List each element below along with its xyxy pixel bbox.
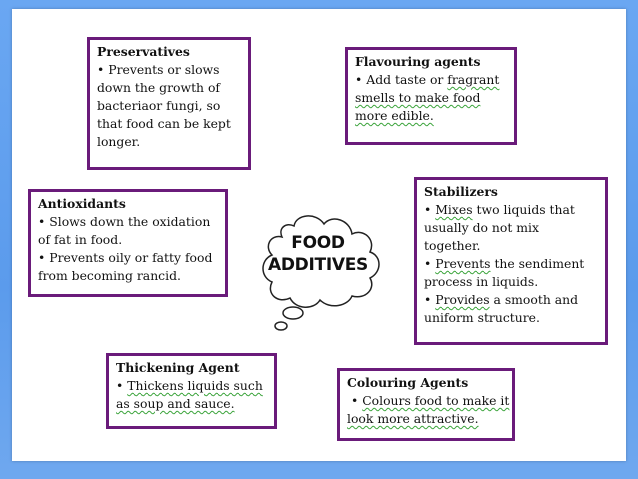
thickening-title: Thickening Agent	[116, 360, 240, 375]
antioxidants-line-2: of fat in food.	[38, 232, 123, 247]
flavouring-title: Flavouring agents	[355, 54, 481, 69]
colouring-line-1: • Colours food to make it	[347, 393, 510, 408]
colouring-box	[337, 368, 515, 441]
cloud-title-line-1: FOOD	[291, 233, 345, 253]
flavouring-box	[345, 47, 517, 145]
thickening-line-2: as soup and sauce.	[116, 396, 235, 411]
thickening-box	[106, 353, 277, 429]
flavouring-line-2: smells to make food	[355, 90, 481, 105]
preservatives-line-2: down the growth of	[97, 80, 221, 95]
preservatives-line-5: longer.	[97, 134, 141, 149]
stabilizers-line-5: process in liquids.	[424, 274, 539, 289]
stabilizers-line-4: • Prevents the sendiment	[424, 256, 585, 271]
stabilizers-title: Stabilizers	[424, 184, 498, 199]
antioxidants-box	[28, 189, 228, 297]
food-additives-cloud	[252, 192, 397, 337]
antioxidants-line-1: • Slows down the oxidation	[38, 214, 211, 229]
preservatives-line-3: bacteriaor fungi, so	[97, 98, 221, 113]
thickening-line-1: • Thickens liquids such	[116, 378, 263, 393]
cloud-title-line-2: ADDITIVES	[268, 255, 368, 275]
stabilizers-line-1: • Mixes two liquids that	[424, 202, 575, 217]
preservatives-title: Preservatives	[97, 44, 190, 59]
colouring-title: Colouring Agents	[347, 375, 469, 390]
preservatives-line-1: • Prevents or slows	[97, 62, 220, 77]
stabilizers-box	[414, 177, 608, 345]
stabilizers-line-2: usually do not mix	[424, 220, 539, 235]
preservatives-line-4: that food can be kept	[97, 116, 231, 131]
stabilizers-line-7: uniform structure.	[424, 310, 540, 325]
antioxidants-title: Antioxidants	[38, 196, 126, 211]
slide	[12, 9, 626, 461]
cloud-title	[252, 232, 384, 276]
antioxidants-line-3: • Prevents oily or fatty food	[38, 250, 213, 265]
colouring-line-2: look more attractive.	[347, 411, 479, 426]
stabilizers-line-3: together.	[424, 238, 481, 253]
antioxidants-line-4: from becoming rancid.	[38, 268, 181, 283]
preservatives-box	[87, 37, 251, 170]
stabilizers-line-6: • Provides a smooth and	[424, 292, 579, 307]
flavouring-line-3: more edible.	[355, 108, 434, 123]
flavouring-line-1: • Add taste or fragrant	[355, 72, 500, 87]
